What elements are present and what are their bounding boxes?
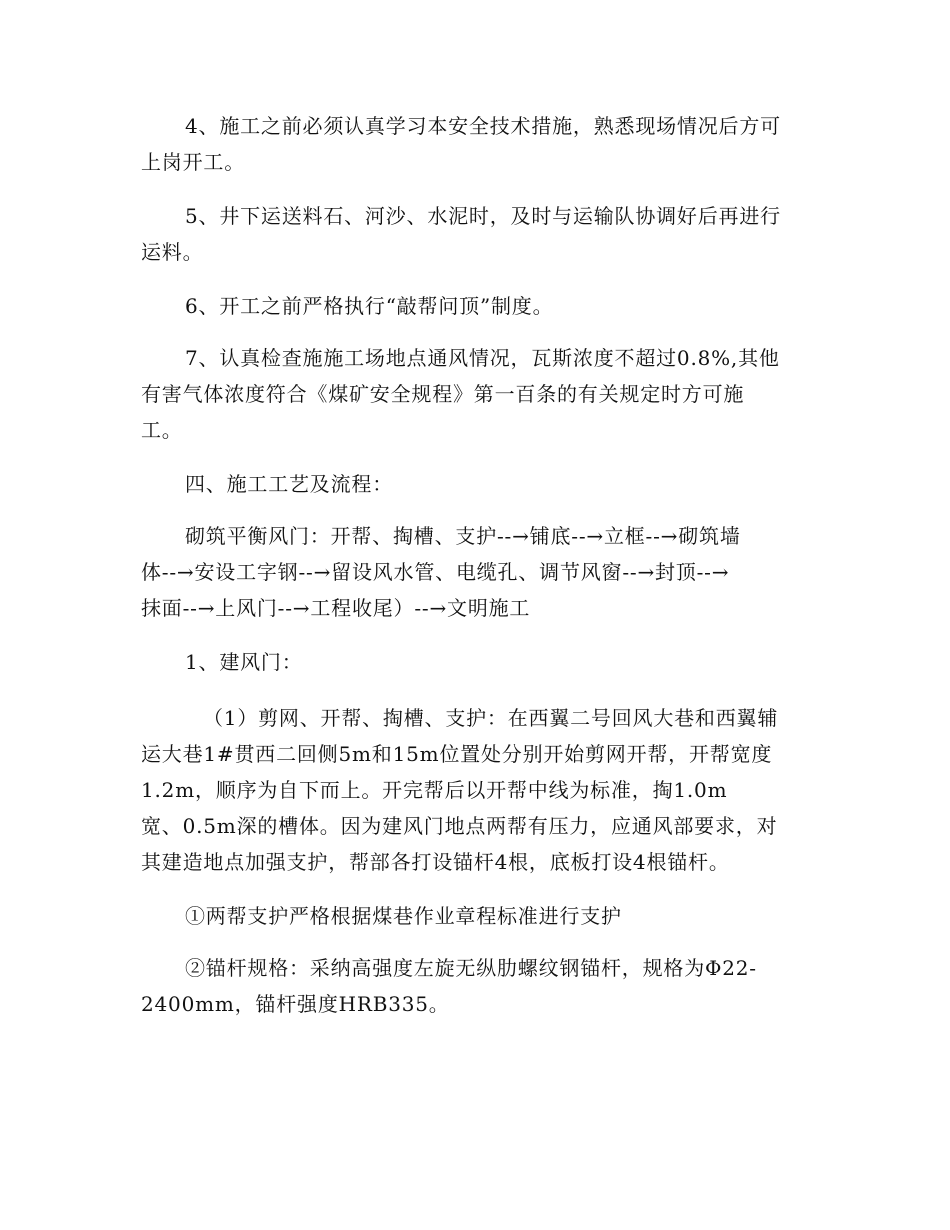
- item-heading-1: [141, 644, 806, 680]
- paragraph-line: 4、施工之前必须认真学习本安全技术措施，熟悉现场情况后方可: [185, 114, 781, 138]
- paragraph-line: 5、井下运送料石、河沙、水泥时，及时与运输队协调好后再进行: [185, 204, 781, 228]
- paragraph-line: 其建造地点加强支护，帮部各打设锚杆4根，底板打设4根锚杆。: [141, 850, 730, 874]
- item-heading: 1、建风门：: [185, 650, 303, 674]
- paragraph-line: 1.2m，顺序为自下而上。开完帮后以开帮中线为标准，掏1.0m: [141, 778, 728, 802]
- paragraph-6: [141, 288, 806, 324]
- paragraph-line: 体--→安设工字钢--→留设风水管、电缆孔、调节风窗--→封顶--→: [141, 560, 730, 584]
- process-flow-paragraph: [141, 518, 806, 626]
- paragraph-line: 上岗开工。: [141, 150, 245, 174]
- paragraph-4: [141, 108, 806, 180]
- paragraph-line: （1）剪网、开帮、掏槽、支护：在西翼二号回风大巷和西翼辅: [203, 706, 779, 730]
- paragraph-line: 宽、0.5m深的槽体。因为建风门地点两帮有压力，应通风部要求，对: [141, 814, 778, 838]
- paragraph-line: 运大巷1#贯西二回侧5m和15m位置处分别开始剪网开帮，开帮宽度: [141, 742, 773, 766]
- paragraph-line: 有害气体浓度符合《煤矿安全规程》第一百条的有关规定时方可施: [141, 382, 745, 406]
- circled-item-2: [141, 950, 806, 1022]
- paragraph-7: [141, 340, 806, 448]
- paragraph-line: 砌筑平衡风门：开帮、掏槽、支护--→铺底--→立框--→砌筑墙: [185, 524, 741, 548]
- paragraph-line: 7、认真检查施施工场地点通风情况，瓦斯浓度不超过0.8%,其他: [185, 346, 780, 370]
- circled-item-1: [141, 898, 806, 934]
- paragraph-line: 6、开工之前严格执行“敲帮问顶”制度。: [185, 294, 554, 318]
- item-1-1-paragraph: [141, 700, 806, 880]
- section-heading: 四、施工工艺及流程：: [185, 472, 393, 496]
- paragraph-line: 抹面--→上风门--→工程收尾）--→文明施工: [141, 596, 531, 620]
- section-heading-4: [141, 466, 806, 502]
- paragraph-5: [141, 198, 806, 270]
- paragraph-line: 运料。: [141, 240, 204, 264]
- paragraph-line: 工。: [141, 418, 183, 442]
- paragraph-line: ②锚杆规格：采纳高强度左旋无纵肋螺纹钢锚杆，规格为Φ22-: [185, 956, 757, 980]
- paragraph-line: 2400mm，锚杆强度HRB335。: [141, 992, 450, 1016]
- paragraph-line: ①两帮支护严格根据煤巷作业章程标准进行支护: [185, 904, 622, 928]
